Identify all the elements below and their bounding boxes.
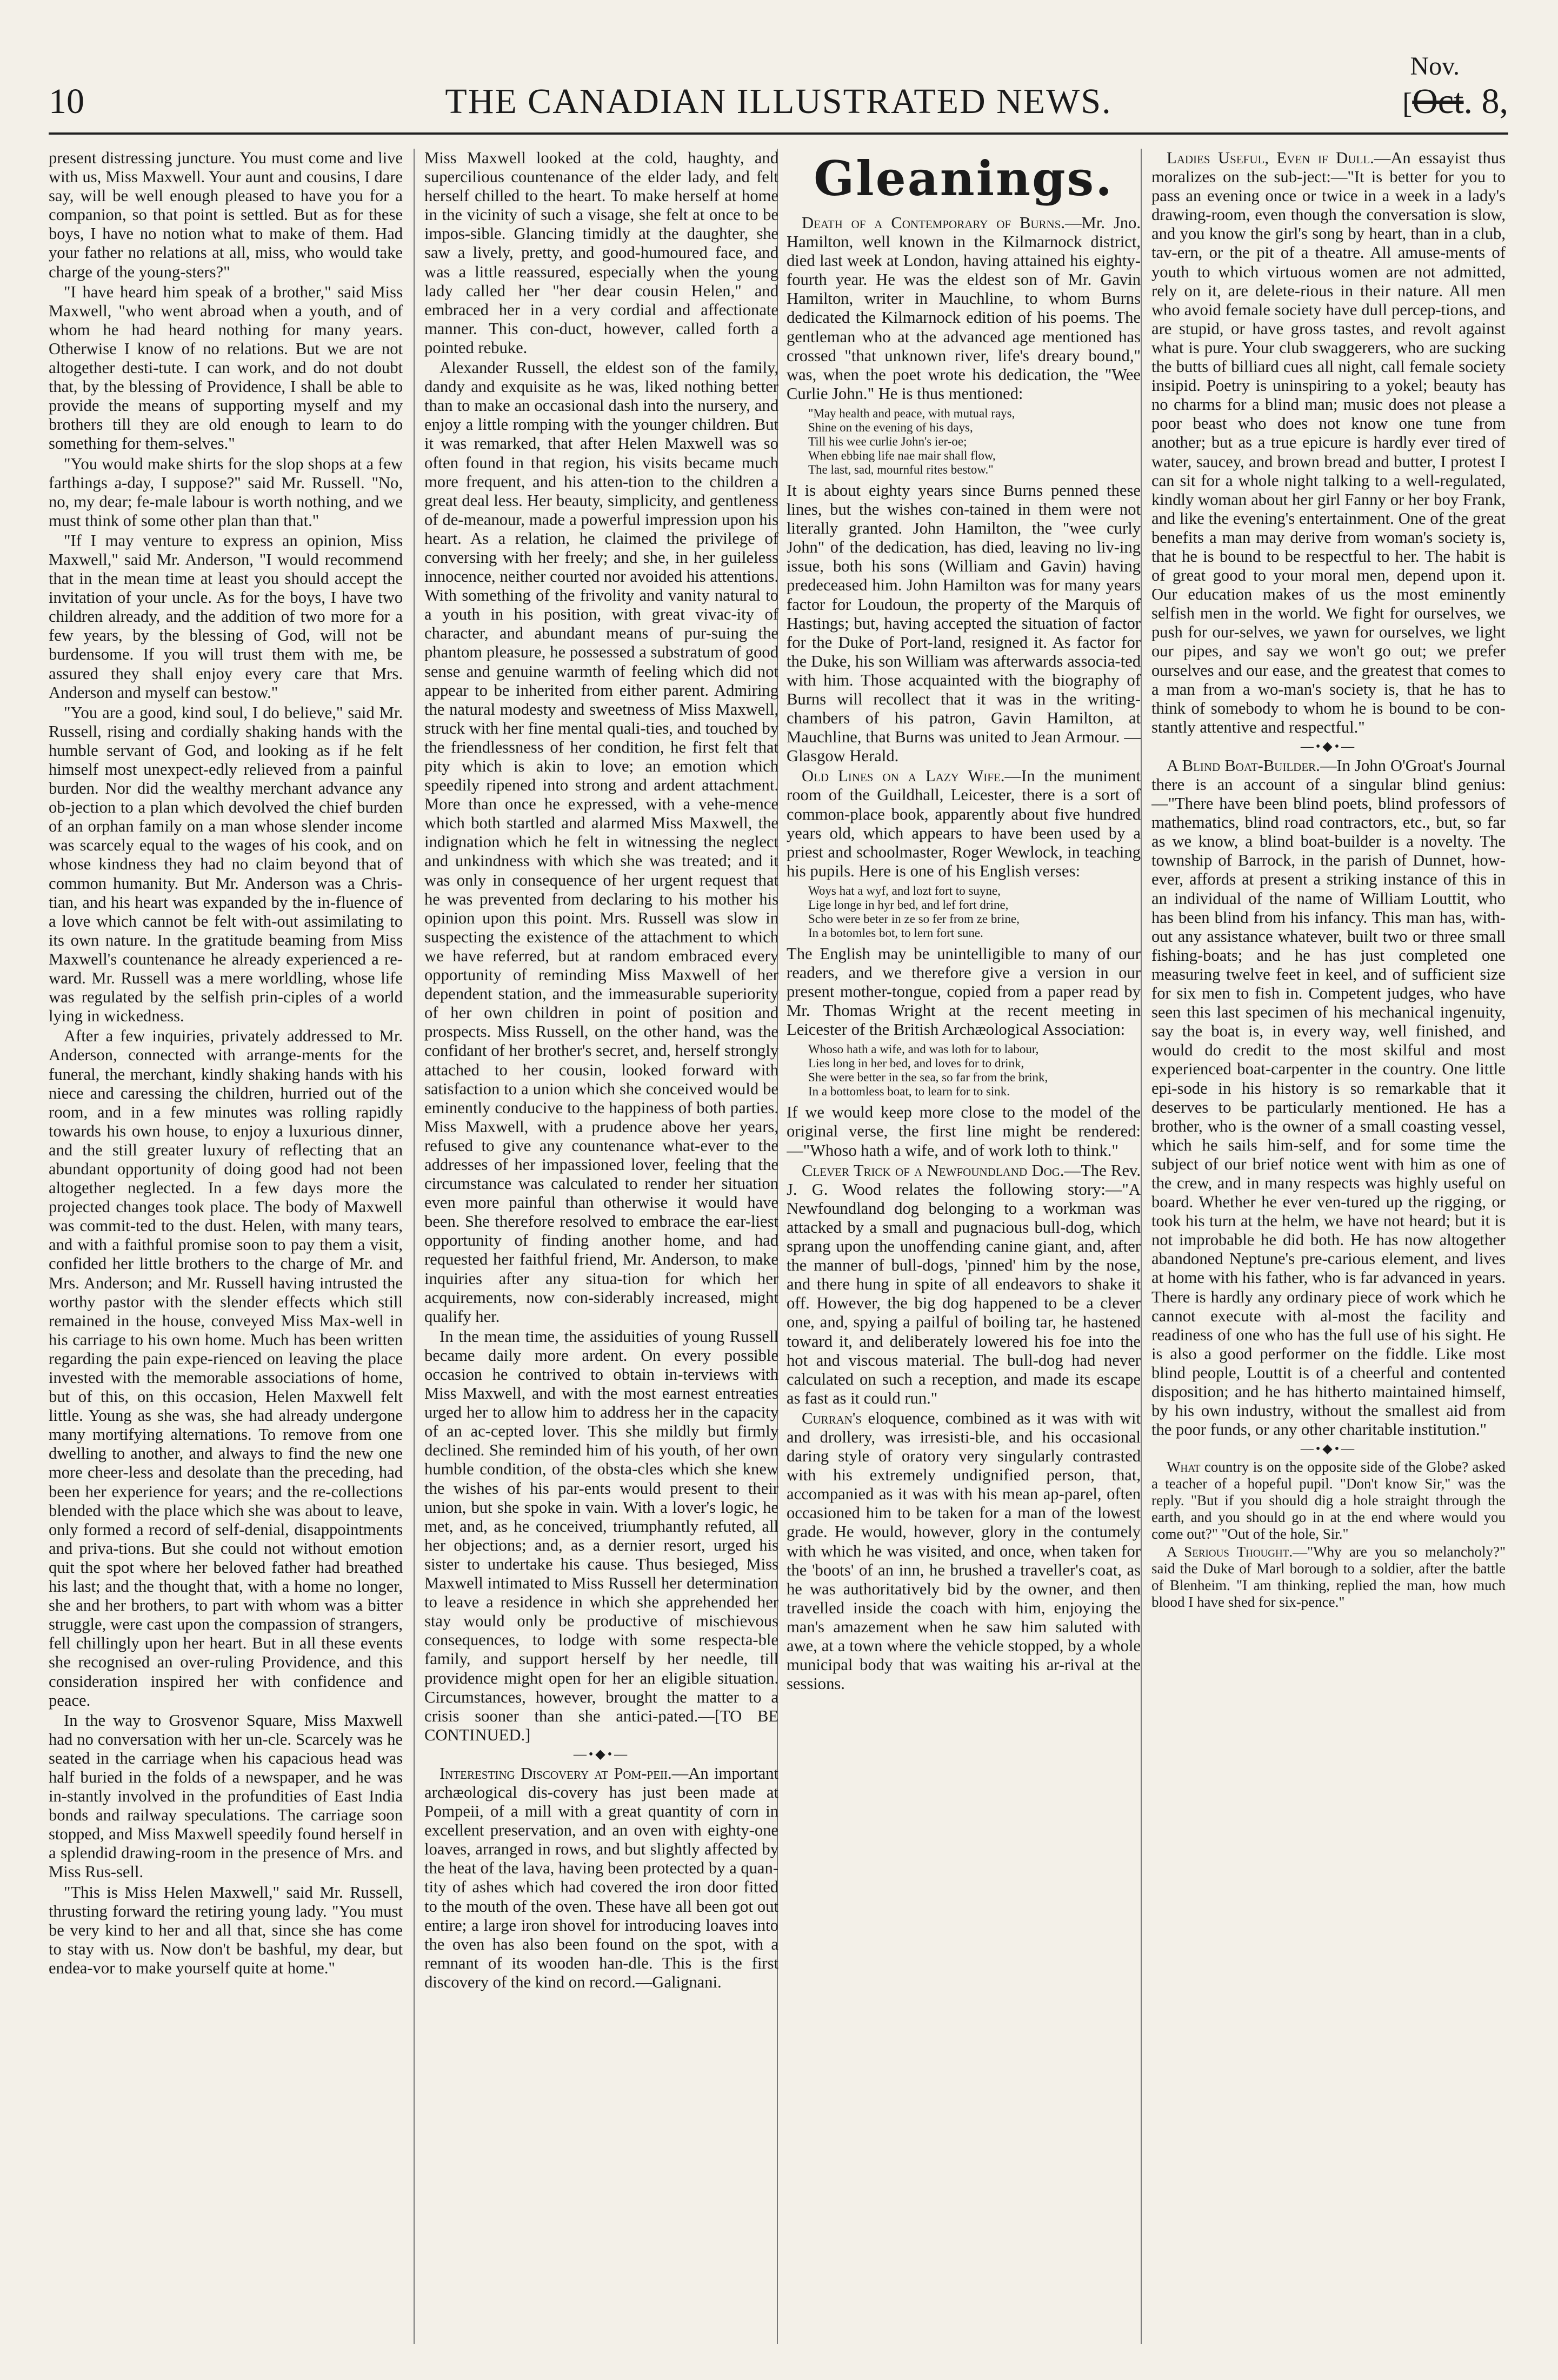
verse-line: Shine on the evening of his days, xyxy=(808,420,973,434)
article-heading: Old Lines on a Lazy Wife. xyxy=(802,767,1005,786)
column-divider xyxy=(414,149,415,2344)
section-separator: —•◆•— xyxy=(573,1747,630,1761)
verse-line: The last, sad, mournful rites bestow." xyxy=(808,462,994,476)
column-divider xyxy=(1141,149,1142,2344)
page-number: 10 xyxy=(49,82,84,121)
article-body: The English may be unintelligible to many of our readers, and we therefore give a version in our present mother-tongue, copied from a paper read by Mr. Thomas Wright at the recent meeting in Leicester of the British Archæological Association: xyxy=(787,944,1141,1039)
verse-line: Lige longe in hyr bed, and lef fort drine, xyxy=(808,898,1009,912)
masthead xyxy=(49,52,1508,141)
article-heading: A Blind Boat-Builder. xyxy=(1167,756,1320,775)
story-paragraph: "You are a good, kind soul, I do believe," said Mr. Russell, rising and cordially shaking hands with the humble servant of God, and looking as if he felt himself most unexpect-edly relieved from a painful burden. Nor did the wealthy merchant advance any ob-jection to a plan which devolved the chief burden of an orphan family on a man whose slender income was scarcely equal to the wages of his cook, and on whose kindness they had no claim beyond that of common humanity. But Mr. Anderson was a Chris-tian, and his heart was expanded by the in-fluence of a love which cannot be felt with-out assimilating to its own nature. In the gratitude beaming from Miss Maxwell's countenance he already experienced a re-ward. Mr. Russell was a mere worldling, whose life was regulated by the selfish prin-ciples of a world lying in wickedness. xyxy=(49,703,403,1026)
verse-line: She were better in the sea, so far from the brink, xyxy=(808,1071,1048,1085)
article-lazy-wife xyxy=(787,767,1141,881)
story-paragraph: Alexander Russell, the eldest son of the family, dandy and exquisite as he was, liked nothing better than to make an occasional dash into the nursery, and enjoy a little romping with the younger children. But it was remarked, that after Helen Maxwell was so often found in that region, his visits became much more frequent, and his atten-tion to the children a great deal less. Her beauty, simplicity, and gentleness of de-meanour, made a powerful impression upon his heart. As a relation, he claimed the privilege of conversing with her freely; and she, in her guileless innocence, neither courted nor avoided his attentions. With something of the frivolity and vanity natural to a youth in his position, with great vivac-ity of character, and abundant means of pur-suing the phantom pleasure, he possessed a substratum of good sense and genuine warmth of feeling which did not appear to be inherited from either parent. Admiring the natural modesty and sweetness of Miss Maxwell, struck with her fine mental quali-ties, and touched by the friendlessness of her condition, he first felt that pity which is akin to love; an emotion which speedily ripened into strong and ardent attachment. More than once he expressed, with a vehe-mence which both startled and alarmed Miss Maxwell, the indignation which he felt in witnessing the neglect and unkindness with which she was treated; and it was only in consequence of her urgent request that he was prevented from declaring to his mother his opinion upon this point. Mrs. Russell was slow in suspecting the existence of the attachment to which we have referred, but at random embraced every opportunity of reminding Miss Maxwell of her dependent station, and the immeasurable superiority of her own children in point of position and prospects. Miss Russell, on the other hand, was the confidant of her brother's secret, and, herself strongly attached to her cousin, looked forward with satisfaction to a union which she conceived would be eminently conducive to the happiness of both parties. Miss Maxwell, with a prudence above her years, refused to give any countenance what-ever to the addresses of her impassioned lover, feeling that the circumstance was calculated to render her situation even more painful than otherwise it would have been. She therefore resolved to embrace the ear-liest opportunity of finding another home, and had requested her faithful friend, Mr. Anderson, to make inquiries after any situa-tion for which her acquirements, now con-siderably increased, might qualify her. xyxy=(424,358,778,1326)
article-curran xyxy=(787,1409,1141,1693)
section-separator: —•◆•— xyxy=(1300,1442,1357,1457)
article-pompeii xyxy=(424,1764,778,1992)
article-newfoundland-dog xyxy=(787,1161,1141,1408)
verse-line: "May health and peace, with mutual rays, xyxy=(808,406,1015,420)
article-body: —Mr. Jno. Hamilton, well known in the Kilmarnock district, died last week at London, having attained his eighty-fourth year. He was the eldest son of Mr. Gavin Hamilton, writer in Mauchline, to whom Burns dedicated the Kilmarnock edition of his poems. The gentleman who at the advanced age mentioned has crossed "that unknown river, life's dreary bound," was, when the poet wrote his dedication, the "Wee Curlie John." He is thus mentioned: xyxy=(787,214,1141,403)
article-lead: Curran's xyxy=(802,1408,862,1427)
verse-line: Woys hat a wyf, and lozt fort to suyne, xyxy=(808,883,1001,898)
article-body: It is about eighty years since Burns penned these lines, but the wishes con-tained in them were not literally granted. John Hamilton, the "wee curly John" of the dedication, has died, leaving no liv-ing issue, both his sons (William and Gavin) having predeceased him. John Hamilton was for many years factor for Loudoun, the property of the Marquis of Hastings; but, having accepted the situation of factor for the Duke of Port-land, resigned it. As factor for the Duke, his son William was afterwards associa-ted with him. Those acquainted with the biography of Burns will recollect that it was in the writing-chambers of his patron, Gavin Hamilton, at Mauchline, that Burns was united to Jean Armour. —Glasgow Herald. xyxy=(787,481,1141,766)
article-heading: A Serious Thought. xyxy=(1167,1544,1293,1560)
article-serious-thought xyxy=(1151,1544,1506,1611)
article-burns xyxy=(787,214,1141,403)
article-body: —An essayist thus moralizes on the sub-ject:—"It is better for you to pass an evening once or twice in a week in a lady's drawing-room, even though the conversation is slow, and you know the girl's song by heart, than in a club, tav-ern, or the pit of a theatre. All amuse-ments of youth to which virtuous women are not admitted, rely on it, are delete-rious in their nature. All men who avoid female society have dull percep-tions, and are stupid, or have gross tastes, and revolt against what is pure. Your club swaggerers, who are sucking the butts of billiard cues all night, call female society insipid. Poetry is uninspiring to a yokel; beauty has no charms for a blind man; music does not please a poor beast who does not know one tune from another; but as a true epicure is hardly ever tired of water, saucey, and brown bread and butter, I protest I can sit for a whole night talking to a well-regulated, kindly woman about her girl Fanny or her boy Frank, and like the evening's entertainment. One of the great benefits a man may derive from woman's society is, that he is bound to be respectful to her. The habit is of great good to your moral men, depend upon it. Our education makes of us the most eminently selfish men in the world. We fight for ourselves, we push for our-selves, we yawn for ourselves, we light our pipes, and say we won't go out; we prefer ourselves and our ease, and the greatest that comes to a man from a wo-man's society is, that he has to think of somebody to whom he is bound to be con-stantly attentive and respectful." xyxy=(1151,149,1506,736)
story-paragraph: In the way to Grosvenor Square, Miss Maxwell had no conversation with her un-cle. Scarcely was he seated in the carriage when his capacious head was half buried in the folds of a newspaper, and he was in-stantly involved in the profundities of East India bonds and railway speculations. The carriage soon stopped, and Miss Maxwell speedily found herself in a splendid drawing-room in the presence of Mrs. and Miss Rus-sell. xyxy=(49,1711,403,1882)
article-heading: Clever Trick of a Newfoundland Dog. xyxy=(802,1161,1064,1180)
column-1 xyxy=(49,149,403,2344)
story-paragraph: "I have heard him speak of a brother," said Miss Maxwell, "who went abroad when a youth, and of whom he had heard nothing for many years. Otherwise I know of no relations. But we are not altogether desti-tute. I can work, and do not doubt that, by the blessing of Providence, I shall be able to provide the means of supporting myself and my brothers till they are old enough to learn to do something for them-selves." xyxy=(49,282,403,453)
verse-line: Lies long in her bed, and loves for to drink, xyxy=(808,1056,1024,1071)
section-separator: —•◆•— xyxy=(1300,739,1357,754)
section-title: Gleanings. xyxy=(814,150,1114,207)
date-day: . 8, xyxy=(1463,82,1508,121)
verse-line: In a botomles bot, to lern fort sune. xyxy=(808,926,983,940)
article-heading: Interesting Discovery at Pom-peii. xyxy=(440,1764,672,1783)
article-what-country xyxy=(1151,1459,1506,1543)
verse-block xyxy=(808,407,1141,477)
verse-line: Till his wee curlie John's ier-oe; xyxy=(808,434,967,448)
article-body: —In the muniment room of the Guildhall, Leicester, there is a sort of common-place book, apparently about five hundred years old, which appears to have been used by a priest and schoolmaster, Roger Wewlock, in teaching his pupils. Here is one of his English verses: xyxy=(787,767,1141,880)
article-body: —An important archæological dis-covery has just been made at Pompeii, of a mill with a great quantity of corn in excellent preservation, and an oven with eighty-one loaves, arranged in rows, and but slightly affected by the heat of the lava, having been protected by a quan-tity of ashes which had covered the iron door fitted to the mouth of the oven. These have all been got out entire; a large iron shovel for introducing loaves into the oven has also been found on the spot, with a remnant of its wooden han-dle. This is the first discovery of the kind on record.—Galignani. xyxy=(424,1764,778,1991)
article-lead: What xyxy=(1167,1459,1201,1475)
handwritten-month: Nov. xyxy=(1410,52,1460,81)
article-blind-boat-builder xyxy=(1151,756,1506,1439)
struck-month: Oct xyxy=(1412,82,1464,121)
story-paragraph: In the mean time, the assiduities of young Russell became daily more ardent. On every possible occasion he contrived to obtain in-terviews with Miss Maxwell, and with the most earnest entreaties urged her to allow him to address her in the capacity of an ac-cepted lover. This she mildly but firmly declined. She reminded him of his youth, of her own humble condition, of the obsta-cles which she knew the wishes of his par-ents would present to their union, but she spoke in vain. With a lover's logic, he met, and, as he conceived, triumphantly refuted, all her objections; and, as a dernier resort, urged his sister to undertake his cause. Thus besieged, Miss Maxwell intimated to Miss Russell her determination to leave a residence in which she apprehended her stay would only be productive of mischievous consequences, to lodge with some respecta-ble family, and support herself by her needle, till providence might open for her an eligible situation. Circumstances, however, brought the matter to a crisis sooner than she antici-pated.—[TO BE CONTINUED.] xyxy=(424,1327,778,1744)
article-body: country is on the opposite side of the Globe? asked a teacher of a hopeful pupil. "Don't know Sir," was the reply. "But if you should dig a hole straight through the earth, and you should go in at the end where would you come out?" "Out of the hole, Sir." xyxy=(1151,1459,1506,1543)
issue-date: [Oct. 8, xyxy=(1402,82,1508,121)
article-heading: Death of a Contemporary of Burns. xyxy=(802,214,1066,232)
story-paragraph: After a few inquiries, privately addressed to Mr. Anderson, connected with arrange-ments for the funeral, the merchant, kindly shaking hands with his niece and caressing the children, hurried out of the room, and in a few minutes was rolling rapidly towards his own house, to enjoy a luxurious dinner, and the still greater luxury of reflecting that an abundant opportunity of doing good had not been altogether neglected. In a few days more the projected changes took place. The body of Maxwell was commit-ted to the dust. Helen, with many tears, and with a faithful promise soon to pay them a visit, confided her little brothers to the charge of Mr. and Mrs. Anderson; and Mr. Russell having intrusted the worthy pastor with the slender effects which still remained in the house, conveyed Miss Max-well in his carriage to his own home. Much has been written regarding the pain expe-rienced on leaving the place invested with the memorable associations of home, but of this, on this occasion, Helen Maxwell felt little. Young as she was, she had already undergone many mortifying alternations. To remove from one dwelling to another, and always to find the new one more cheer-less and desolate than the preceding, had been her experience for years; and the re-collections blended with the place which she was about to leave, only formed a record of self-denial, disappointments and priva-tions. But she could not without emotion quit the spot where her beloved father had breathed his last; and the thought that, with a home no longer, she and her brothers, to part with whom was a bitter struggle, were cast upon the compassion of strangers, fell chillingly upon her heart. But in all these events she recognised an over-ruling Providence, and this consideration inspired her with confidence and peace. xyxy=(49,1027,403,1710)
verse-line: Scho were beter in ze so fer from ze brine, xyxy=(808,912,1020,926)
newspaper-title: THE CANADIAN ILLUSTRATED NEWS. xyxy=(445,82,1112,121)
column-3 xyxy=(787,149,1141,2344)
verse-block xyxy=(808,884,1141,940)
verse-block xyxy=(808,1042,1141,1099)
story-paragraph: present distressing juncture. You must come and live with us, Miss Maxwell. Your aunt and cousins, I dare say, will be well enough pleased to have you for a companion, so that point is settled. But as for these boys, I have no notion what to make of them. Had your father no relations at all, miss, who would take charge of the young-sters?" xyxy=(49,149,403,281)
story-paragraph: "If I may venture to express an opinion, Miss Maxwell," said Mr. Anderson, "I would recommend that in the mean time at least you should accept the invitation of your uncle. As for the boys, I have two children already, and the addition of two more for a few years, by the blessing of God, will not be burdensome. If you will trust them with me, be assured they shall enjoy every care that Mrs. Anderson and myself can bestow." xyxy=(49,531,403,702)
article-body: —"Why are you so melancholy?" said the Duke of Marl borough to a soldier, after the battle of Blenheim. "I am thinking, replied the man, how much blood I have shed for six-pence." xyxy=(1151,1544,1506,1611)
verse-line: In a bottomless boat, to learn for to sink. xyxy=(808,1085,1010,1099)
verse-line: When ebbing life nae mair shall flow, xyxy=(808,448,996,462)
article-body: —The Rev. J. G. Wood relates the following story:—"A Newfoundland dog belonging to a workman was attacked by a small and pugnacious bull-dog, which sprang upon the unoffending canine giant, and, after the manner of bull-dogs, 'pinned' him by the nose, and there hung in spite of all endeavors to shake it off. However, the big dog happened to be a clever one, and, spying a pailful of boiling tar, he hastened toward it, and deliberately lowered his foe into the hot and viscous material. The bull-dog had never calculated on such a reception, and made its escape as fast as it could run." xyxy=(787,1161,1141,1407)
article-ladies xyxy=(1151,149,1506,737)
story-paragraph: "This is Miss Helen Maxwell," said Mr. Russell, thrusting forward the retiring young lady. "You must be very kind to her and all that, since she has come to stay with us. Now don't be bashful, my dear, but endea-vor to make yourself quite at home." xyxy=(49,1883,403,1977)
article-body: eloquence, combined as it was with wit and drollery, was irresisti-ble, and his occasional daring style of oratory very singularly contrasted with his extremely undignified person, that, accompanied as it was with his mean ap-parel, often occasioned him to be taken for a man of the lowest grade. He would, however, glory in the contumely with which he was visited, and once, when taken for the 'boots' of an inn, he brushed a traveller's coat, as he was authoritatively bid by the owner, and then travelled inside the coach with him, enjoying the man's amazement when he saw him saluted with awe, at a town where the vehicle stopped, by a whole municipal body that was waiting his ar-rival at the sessions. xyxy=(787,1408,1141,1693)
story-paragraph: Miss Maxwell looked at the cold, haughty, and supercilious countenance of the elder lady, and felt herself chilled to the heart. To make herself at home in the vicinity of such a visage, she felt at once to be impos-sible. Glancing timidly at the daughter, she saw a lively, pretty, and good-humoured face, and was a little reassured, especially when the young lady called her "her dear cousin Helen," and embraced her in a very cordial and affectionate manner. This con-duct, however, called forth a pointed rebuke. xyxy=(424,149,778,357)
story-paragraph: "You would make shirts for the slop shops at a few farthings a-day, I suppose?" said Mr. Russell. "No, no, my dear; fe-male labour is worth nothing, and we must think of some other plan than that." xyxy=(49,454,403,530)
article-heading: Ladies Useful, Even if Dull. xyxy=(1167,149,1374,167)
masthead-rule xyxy=(49,132,1508,135)
verse-line: Whoso hath a wife, and was loth for to labour, xyxy=(808,1042,1039,1056)
column-4 xyxy=(1151,149,1506,2344)
article-body: —In John O'Groat's Journal there is an account of a singular blind genius:—"There have been blind poets, blind professors of mathematics, blind road contractors, etc., but, so far as we know, a blind boat-builder is a novelty. The township of Barrock, in the parish of Dunnet, how-ever, affords at present a striking instance of this in an individual of the name of William Louttit, who has been blind from his infancy. This man has, with-out any assistance whatever, built two or three small fishing-boats; and he has just completed one measuring twelve feet in keel, and of sufficient size for six men to fish in. Competent judges, who have seen this last specimen of his mechanical ingenuity, say the boat is, in every way, well finished, and would do credit to the most skilful and most experienced boat-carpenter in the country. One little epi-sode in his history is so remarkable that it deserves to be particularly mentioned. He has a brother, who is the owner of a small coasting vessel, which he sails him-self, and for some time the subject of our brief notice went with him as one of the crew, and in many respects was highly useful on board. Whether he ever ven-tured up the rigging, or took his turn at the helm, we have not heard; but it is not improbable he did both. He has now altogether abandoned Neptune's pre-carious element, and lives at home with his father, who is far advanced in years. There is hardly any ordinary piece of work which he cannot execute with al-most the facility and readiness of one who has the full use of his sight. He is also a good performer on the fiddle. Like most blind people, Louttit is of a cheerful and contented disposition; and he has hitherto maintained himself, by his own industry, without the smallest aid from the poor funds, or any other charitable institution." xyxy=(1151,756,1506,1439)
article-body: If we would keep more close to the model of the original verse, the first line might be rendered:—"Whoso hath a wife, and of work loth to think." xyxy=(787,1103,1141,1160)
column-2 xyxy=(424,149,778,2344)
